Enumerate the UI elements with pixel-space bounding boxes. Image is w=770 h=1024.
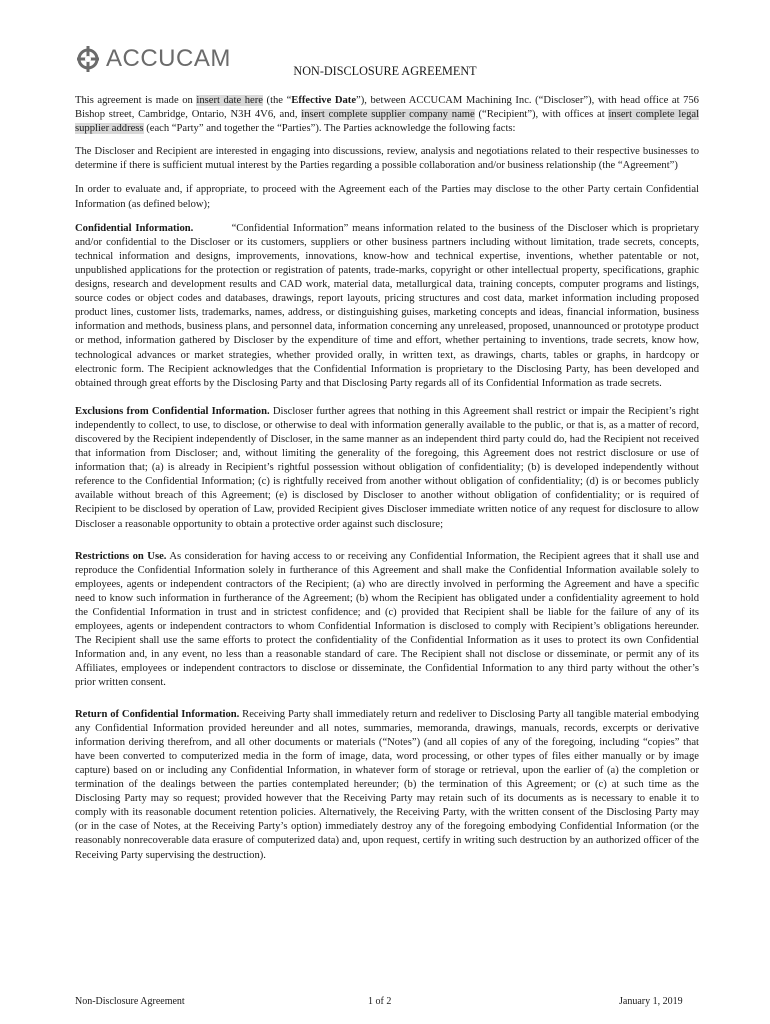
section-heading: Restrictions on Use. <box>75 550 167 562</box>
intro-text: (each “Party” and together the “Parties”). The Parties acknowledge the following facts: <box>143 123 516 135</box>
section-body: Discloser further agrees that nothing in this Agreement shall restrict or impair the Recipient’s right independently to collect, to use, to disclose, or otherwise to deal with information generally available to the public, or that is, as a matter of record, discovered by the Recipient independently of Discloser, in the same manner as an independent third party could do, had the Recipient not received that information from Discloser; and, without limiting the generality of the foregoing, this Agreement does not restrict disclosure or use of information that; (a) is already in Recipient’s rightful possession without obligation of confidentiality; (b) is developed independently without reference to the Confidential Information; (c) is rightfully received from another without obligation of confidentiality; (d) is or becomes publicly available without breach of this Agreement; (e) is disclosed by Discloser to another without obligation of confidentiality; or is required of Recipient to be disclosed by operation of Law, provided Recipient gives Discloser immediate written notice of any request for disclosure to allow Discloser a reasonable opportunity to obtain a protective order against such disclosure; <box>75 405 699 530</box>
section-restrictions <box>75 550 699 691</box>
section-heading: Exclusions from Confidential Information. <box>75 405 270 417</box>
section-exclusions <box>75 405 699 532</box>
intro-text: (the “ <box>262 95 292 106</box>
effective-date-field[interactable]: insert date here <box>196 95 263 106</box>
section-heading: Confidential Information. <box>75 222 194 234</box>
section-body: Receiving Party shall immediately return and redeliver to Disclosing Party all tangible material embodying any Confidential Information provided hereunder and all notes, summaries, memoranda, drawings, manuals, records, excerpts or derivative information deriving therefrom, and all other documents or materials (“Notes”) (and all copies of any of the foregoing, including “copies” that have been converted to computerized media in the form of image, data, word processing, or other types of files either manually or by image capture) based on or including any Confidential Information, in whatever form of storage or retrieval, upon the earlier of (a) the completion or termination of the dealings between the parties contemplated hereunder; (b) the termination of this Agreement; or (c) at such time as the Disclosing Party may so request; provided however that the Receiving Party may retain such of its documents as is necessary to enable it to comply with its reasonable document retention policies. Alternatively, the Receiving Party, with the written consent of the Disclosing Party may (or in the case of Notes, at the Receiving Party’s option) immediately destroy any of the foregoing embodying Confidential Information (or the reasonably nonrecoverable data erasure of computerized data) and, upon request, certify in writing such destruction by an authorized officer of the Receiving Party supervising the destruction). <box>75 708 699 861</box>
supplier-address-field[interactable]: insert complete legal supplier address <box>75 109 700 135</box>
section-heading: Return of Confidential Information. <box>75 708 240 720</box>
supplier-name-field[interactable]: insert complete supplier company name <box>301 109 475 121</box>
interest-paragraph: The Discloser and Recipient are interested in engaging into discussions, review, analysis and negotiations related to their respective businesses to determine if there is sufficient mutual interest by the Parties regarding a possible collaboration and/or business relationship (the “Agreement”) <box>75 146 699 172</box>
intro-text: ”), between ACCUCAM Machining Inc. (“Discloser”), with head office at 756 Bishop street, Cambridge, Ontario, N3H 4V6, and, <box>75 95 699 121</box>
section-confidential-information <box>75 222 699 391</box>
document-title: NON-DISCLOSURE AGREEMENT <box>293 64 477 78</box>
logo-text: ACCUCAM <box>106 45 231 72</box>
section-body: “Confidential Information” means information related to the business of the Discloser which is proprietary and/or confidential to the Discloser or its customers, suppliers or other business partners including without limitation, trade secrets, concepts, technical information and designs, improvements, innovations, know-how and technical expertise, inventions, whether patentable or not, unpublished applications for the protection or registration of patents, trade-marks, copyright or other intellectual property, specifications, graphic designs, research and development results and CAD work, material data, metallurgical data, training concepts, computer programs and listings, source codes or object codes and databases, drawings, report layouts, pricing structures and cost data, market information including proposed product lines, customer lists, trademarks, names, address, or distinguishing guises, marketing concepts and ideas, financial information, business information and methods, business plans, and personnel data, information concerning any unreleased, proposed, unannounced or prototype product or method, information gathered by Discloser by the expenditure of time and effort, whether pertaining to inventions, trade secrets, know how, technological advances or market strategies, whether provided orally, in written text, as drawings, charts, tables or graphs, in hardcopy or electronic form. The Recipient acknowledges that the Confidential Information is proprietary to the Disclosing Party, has been developed and obtained through great efforts by the Disclosing Party and that Disclosing Party regards all of its Confidential Information as trade secrets. <box>75 222 700 389</box>
intro-text: This agreement is made on <box>75 95 197 106</box>
footer-document-name: Non-Disclosure Agreement <box>75 996 185 1007</box>
section-return <box>75 708 699 863</box>
footer-date: January 1, 2019 <box>619 996 683 1007</box>
section-body: As consideration for having access to or receiving any Confidential Information, the Recipient agrees that it shall use and reproduce the Confidential Information solely in furtherance of this Agreement and shall make the Confidential Information available solely to employees, agents or independent contractors of the Recipient; (a) who are directly involved in performing the Agreement and have a specific need to know such information in furtherance of the Agreement; (b) whom the Recipient has obligated under a confidentiality agreement to hold the Confidential Information in trust and in strictest confidence; and (c) provided that Recipient shall be liable for the failure of any of its employees, agents or independent contractors to whom Confidential Information is disclosed to comply with Recipient’s obligations hereunder. The Recipient shall use the same efforts to protect the confidentiality of the Confidential Information as it uses to protect its own Confidential Information and, in any event, no less than a reasonable standard of care. The Recipient shall not disclose or disseminate, or permit any of its Affiliates, employees or independent contractors to disclose or disseminate, the Confidential Information to any third party without the other’s prior written consent. <box>75 550 699 689</box>
effective-date-term: Effective Date <box>291 95 357 106</box>
intro-text: (“Recipient”), with offices at <box>474 109 609 121</box>
intro-paragraph <box>75 94 699 136</box>
document-body <box>75 94 699 863</box>
footer-page-number: 1 of 2 <box>368 996 392 1007</box>
evaluate-paragraph: In order to evaluate and, if appropriate, to proceed with the Agreement each of the Parties may disclose to the other Party certain Confidential Information (as defined below); <box>75 184 699 210</box>
